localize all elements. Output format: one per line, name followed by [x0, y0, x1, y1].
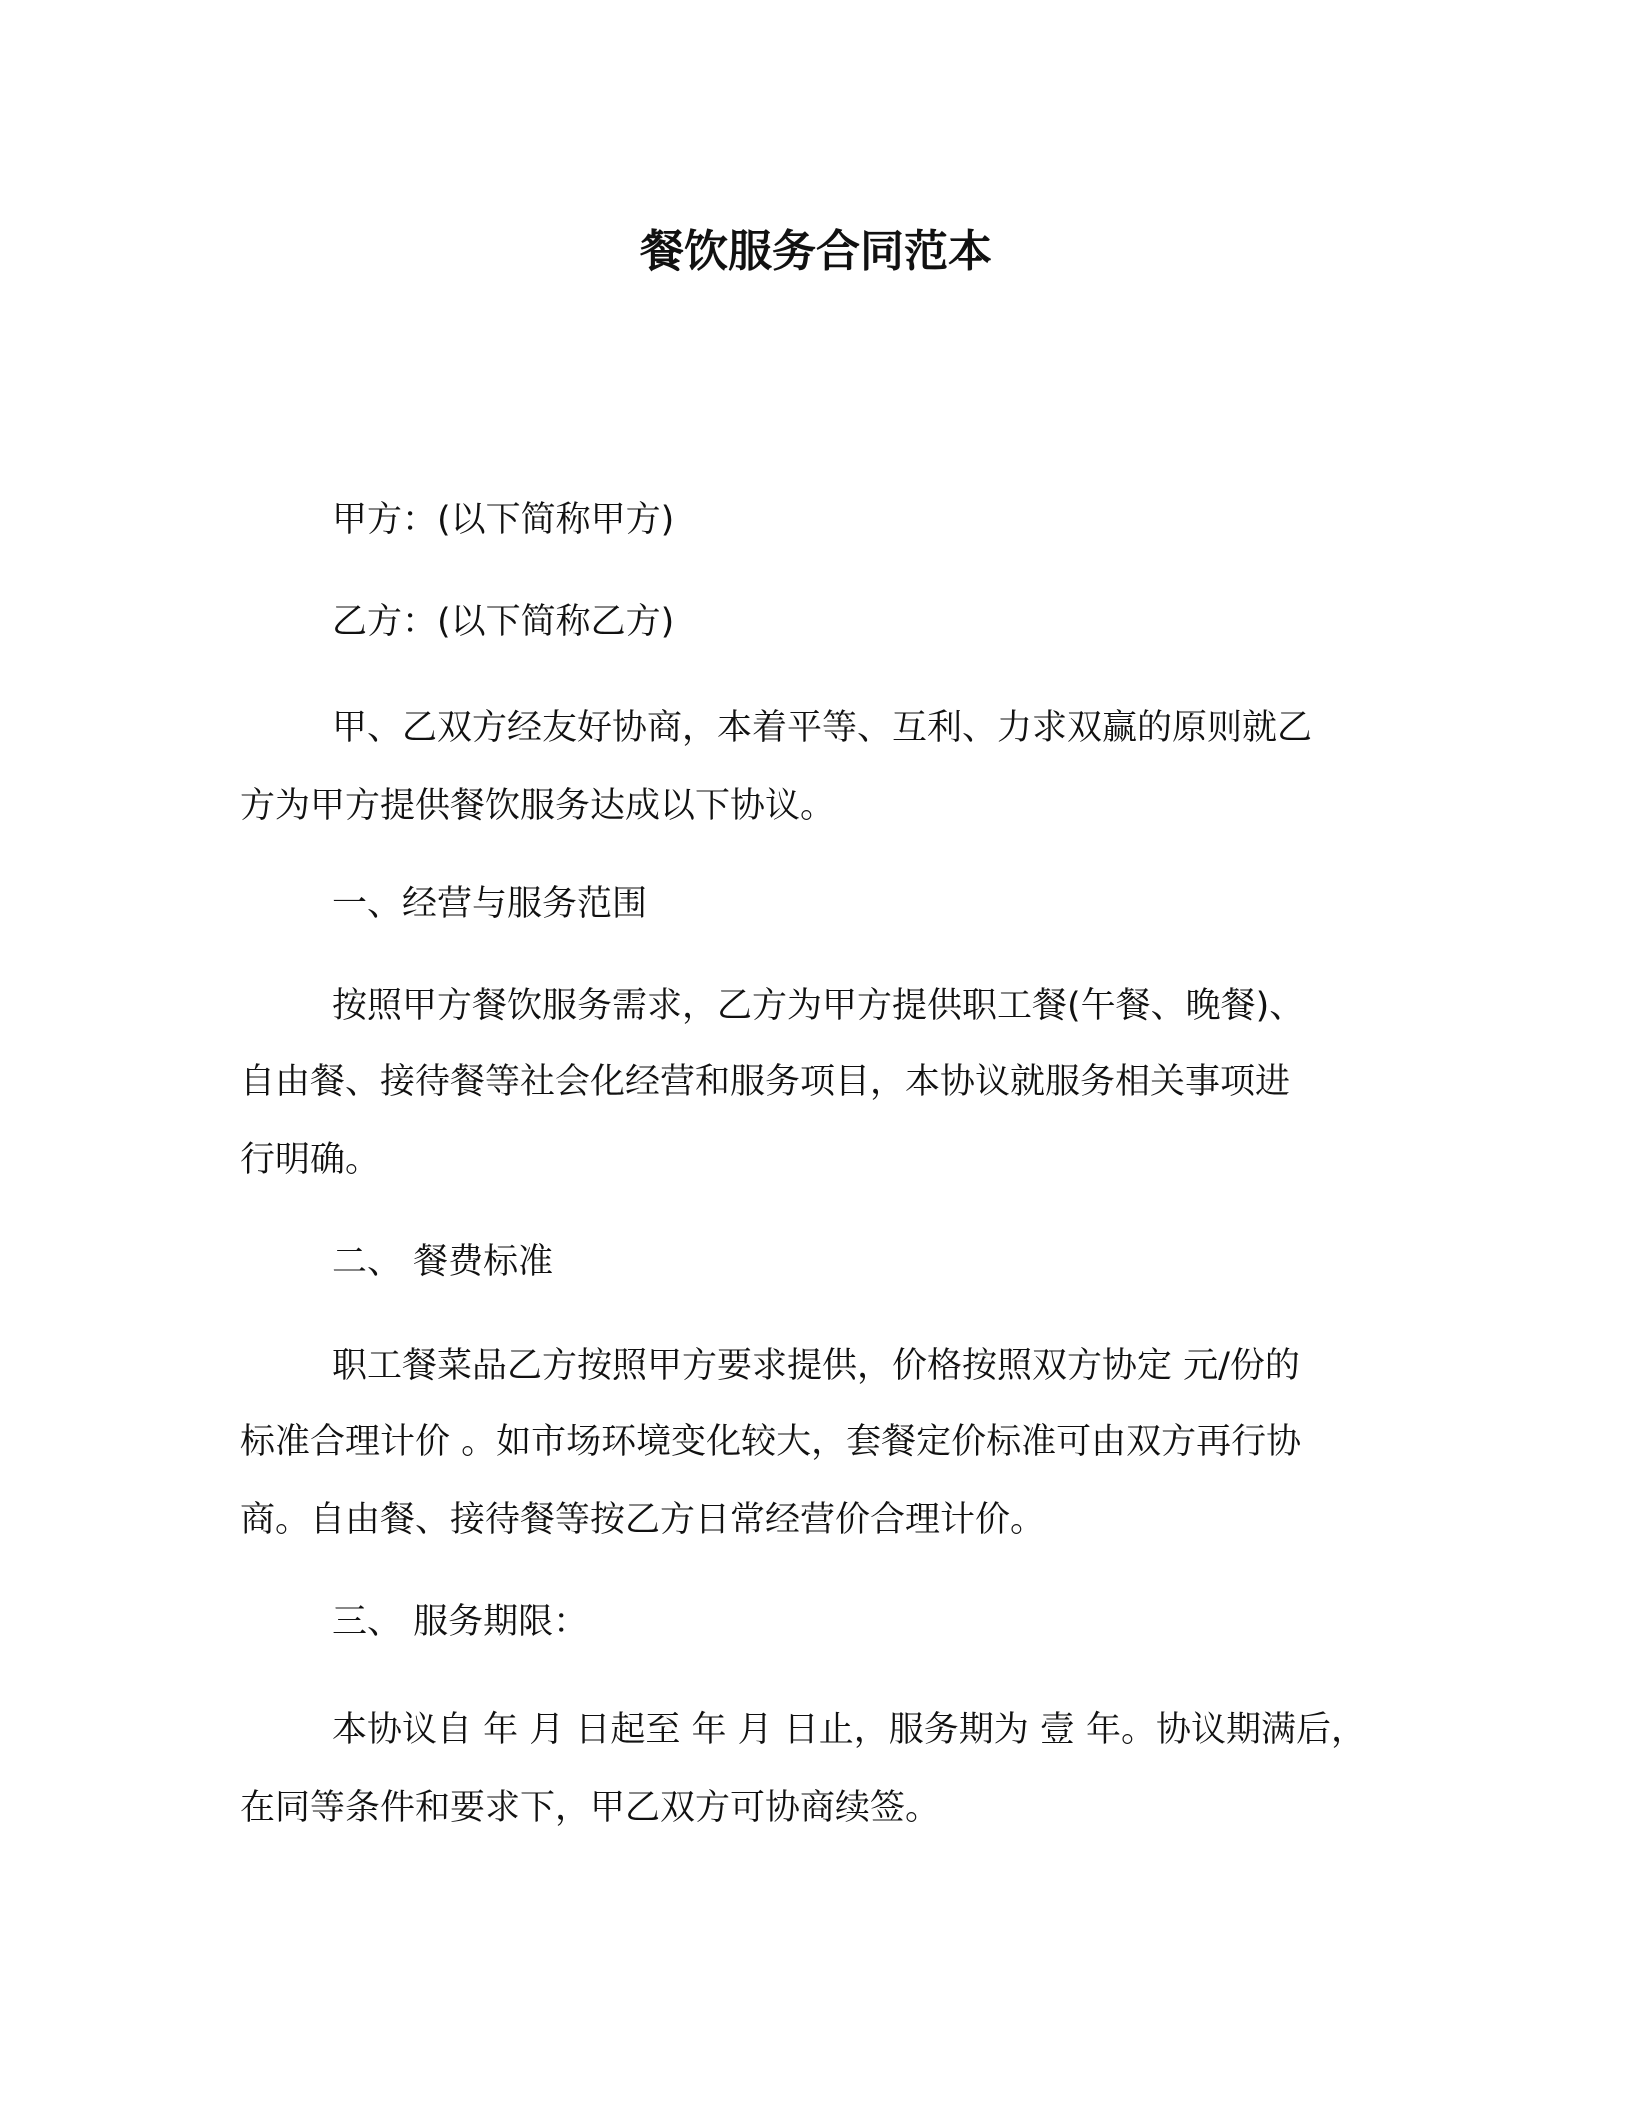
- section-2-line-1: 职工餐菜品乙方按照甲方要求提供，价格按照双方协定 元/份的: [332, 1346, 1300, 1386]
- section-2-line-2: 标准合理计价 。如市场环境变化较大，套餐定价标准可由双方再行协: [240, 1422, 1302, 1462]
- section-1-line-1: 按照甲方餐饮服务需求，乙方为甲方提供职工餐(午餐、晚餐)、: [332, 986, 1305, 1026]
- intro-line-2: 方为甲方提供餐饮服务达成以下协议。: [240, 786, 836, 826]
- section-2-line-3: 商。自由餐、接待餐等按乙方日常经营价合理计价。: [240, 1500, 1046, 1540]
- party-a-line: 甲方：(以下简称甲方): [332, 500, 675, 540]
- intro-line-1: 甲、乙双方经友好协商，本着平等、互利、力求双赢的原则就乙: [332, 708, 1313, 748]
- section-2-heading: 二、 餐费标准: [332, 1242, 554, 1282]
- document-title: 餐饮服务合同范本: [640, 226, 992, 277]
- section-3-line-2: 在同等条件和要求下，甲乙双方可协商续签。: [240, 1788, 941, 1828]
- section-1-line-2: 自由餐、接待餐等社会化经营和服务项目，本协议就服务相关事项进: [240, 1062, 1291, 1102]
- party-b-line: 乙方：(以下简称乙方): [332, 602, 675, 642]
- section-3-heading: 三、 服务期限：: [332, 1602, 589, 1642]
- section-1-line-3: 行明确。: [240, 1140, 381, 1180]
- section-3-line-1: 本协议自 年 月 日起至 年 月 日止，服务期为 壹 年。协议期满后，: [332, 1710, 1367, 1750]
- section-1-heading: 一、经营与服务范围: [332, 884, 648, 924]
